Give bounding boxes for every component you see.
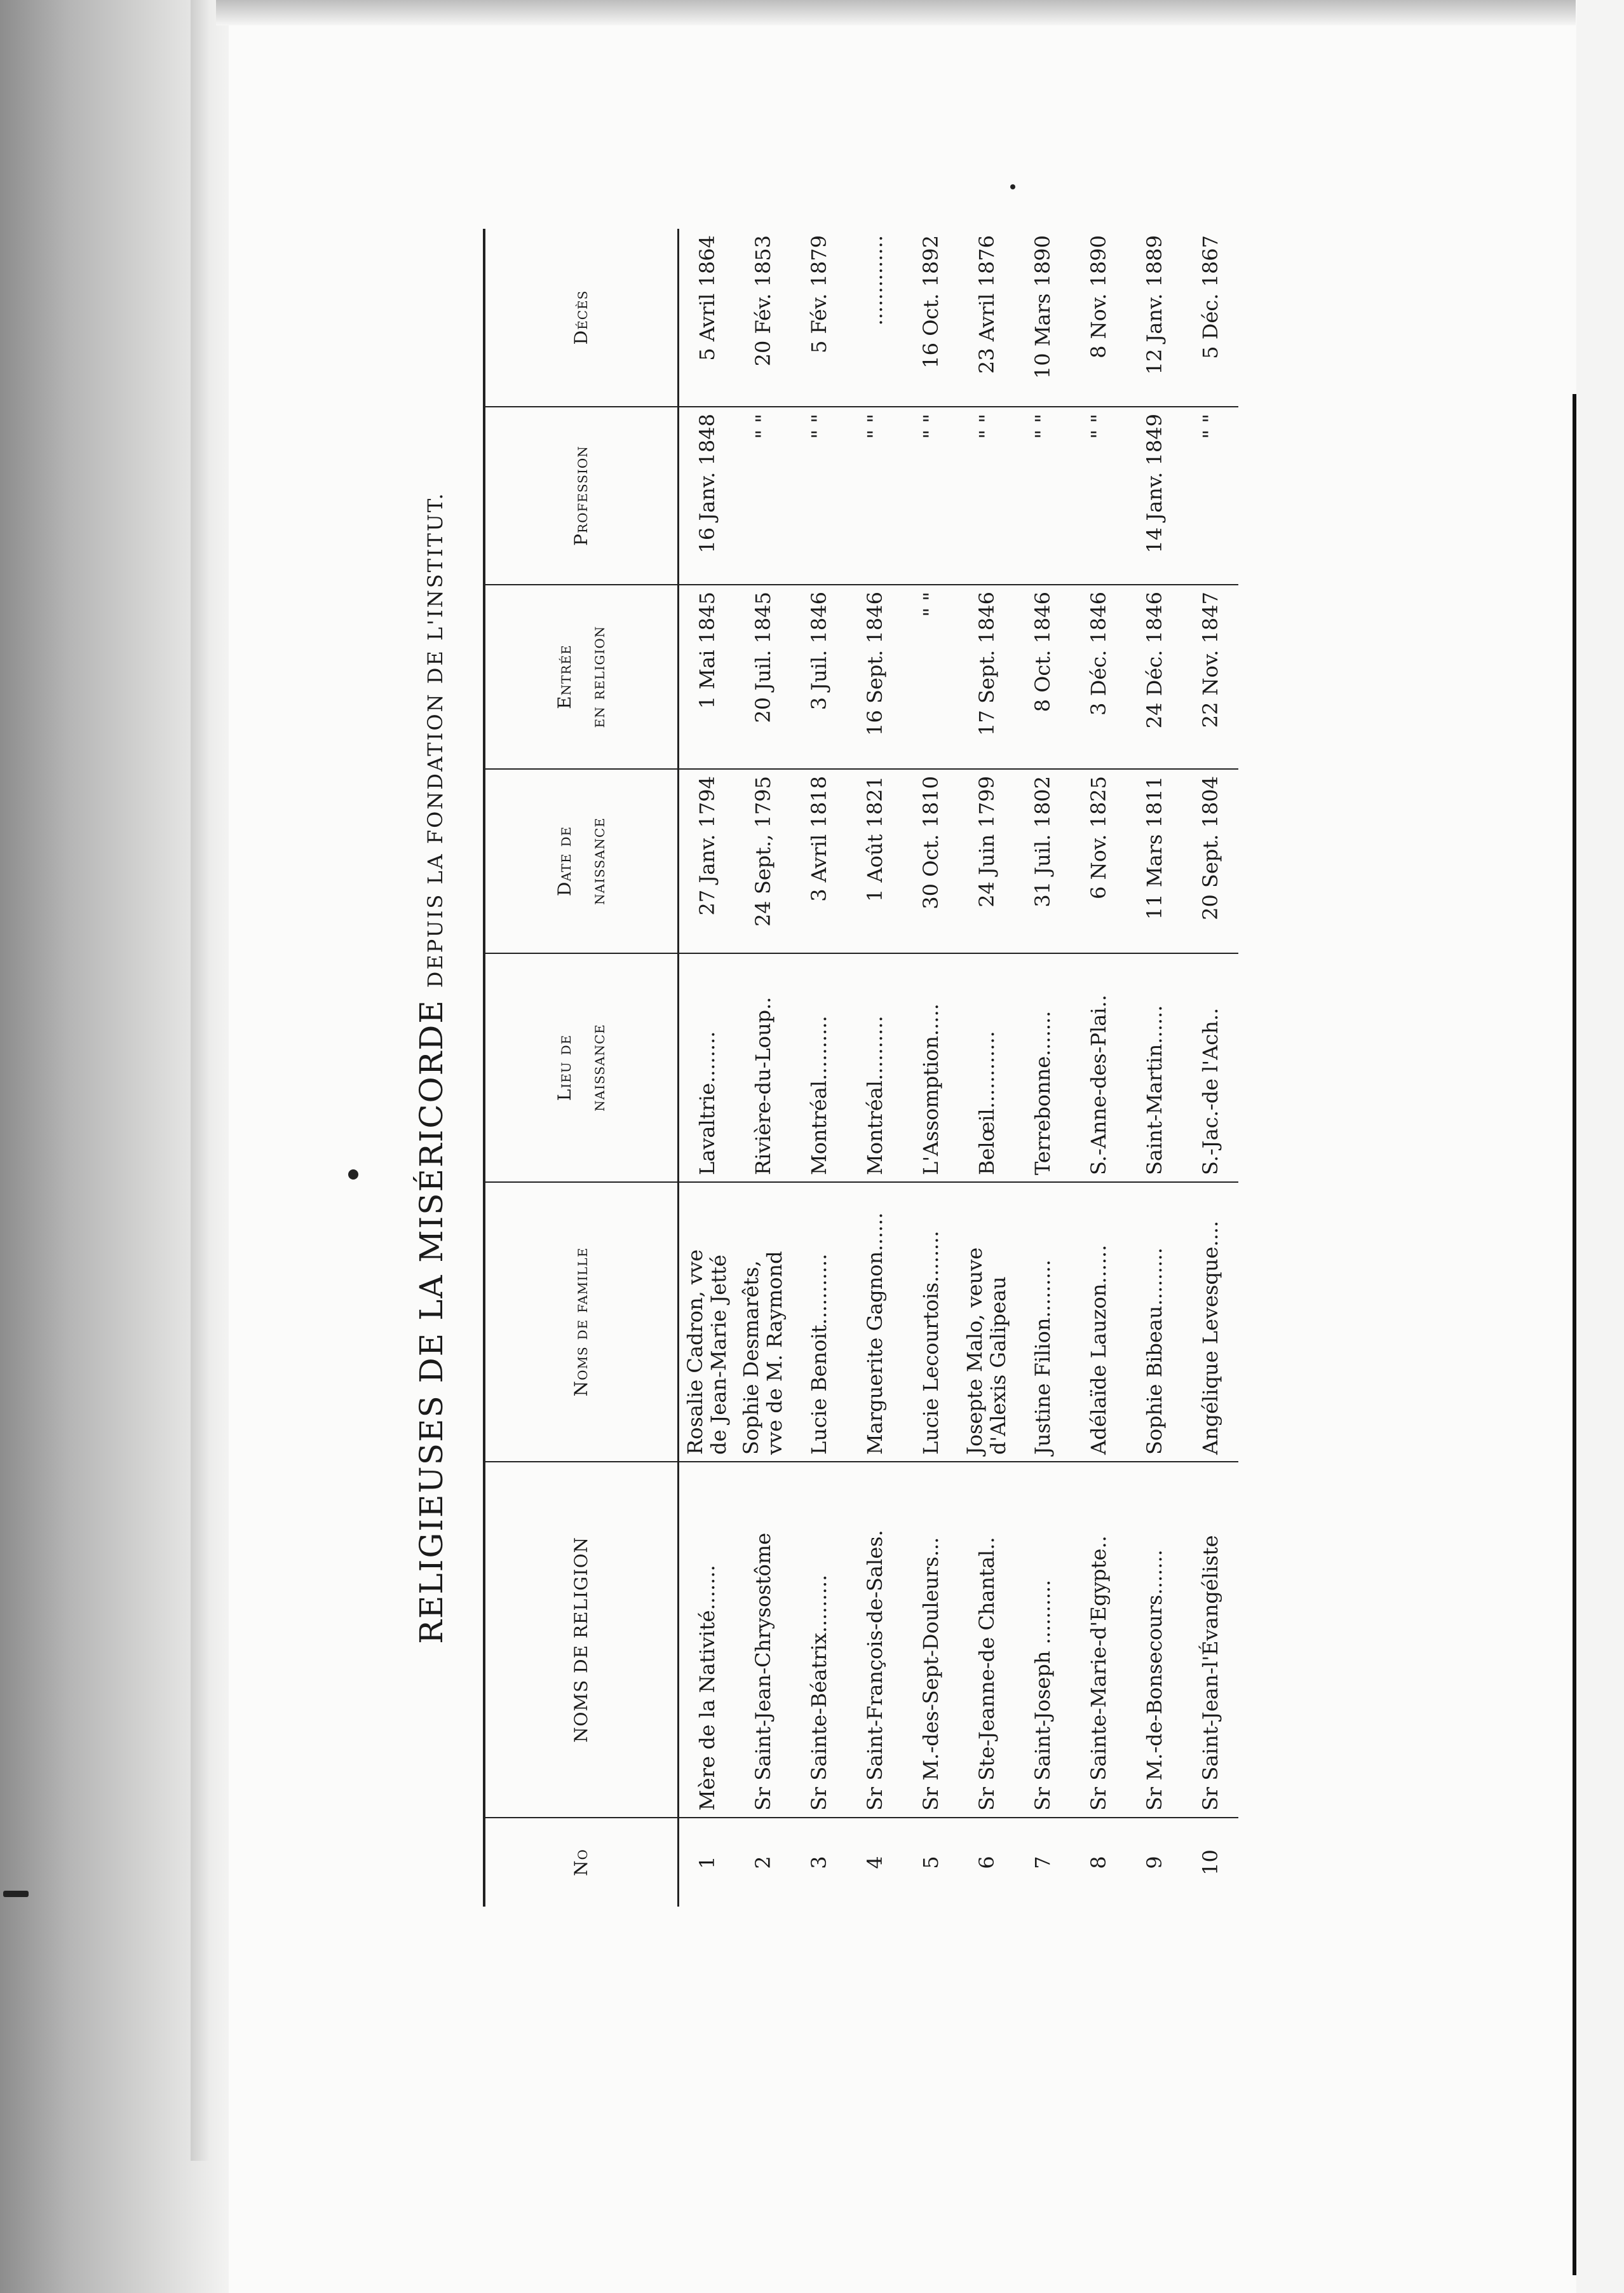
cell-naissance: 24 Juin 1799 — [959, 769, 1015, 953]
table-row — [679, 229, 736, 1907]
cell-deces: .............. — [847, 229, 903, 407]
cell-famille-line2: d'Alexis Galipeau — [986, 1276, 1010, 1455]
facing-page-strip — [1576, 0, 1624, 2293]
cell-lieu: L'Assomption..... — [903, 953, 959, 1182]
header-entree — [484, 585, 679, 769]
header-profession: Profession — [484, 407, 679, 585]
cell-entree: 8 Oct. 1846 — [1015, 585, 1071, 769]
table-row — [791, 229, 847, 1907]
cell-profession: " " — [791, 407, 847, 585]
cell-lieu: Lavaltrie........ — [679, 953, 736, 1182]
cell-naissance: 20 Sept. 1804 — [1182, 769, 1238, 953]
cell-entree: 20 Juil. 1845 — [735, 585, 791, 769]
title-subtitle: DEPUIS LA FONDATION DE L'INSTITUT. — [423, 491, 447, 988]
ink-speck — [1010, 184, 1015, 189]
rotated-table-page — [407, 229, 1423, 1907]
header-lieu — [484, 953, 679, 1182]
table-row — [1015, 229, 1071, 1907]
cell-profession: 14 Janv. 1849 — [1127, 407, 1182, 585]
cell-famille-line1: Rosalie Cadron, vve — [683, 1249, 708, 1455]
cell-deces: 12 Janv. 1889 — [1127, 229, 1182, 407]
header-naissance — [484, 769, 679, 953]
cell-lieu: Saint-Martin...... — [1127, 953, 1182, 1182]
cell-famille — [959, 1182, 1015, 1462]
cell-no: 9 — [1142, 1856, 1167, 1869]
cell-famille: Justine Filion......... — [1015, 1182, 1071, 1462]
cell-naissance: 27 Janv. 1794 — [679, 769, 736, 953]
cell-famille: Lucie Lecourtois........ — [903, 1182, 959, 1462]
table-row — [1127, 229, 1182, 1907]
cell-lieu: S.-Jac.-de l'Ach.. — [1182, 953, 1238, 1182]
cell-profession: 16 Janv. 1848 — [679, 407, 736, 585]
cell-profession: " " — [1182, 407, 1238, 585]
cell-religion: Sr M.-des-Sept-Douleurs... — [903, 1462, 959, 1818]
cell-no: 8 — [1086, 1856, 1111, 1869]
header-entree-line2: en religion — [588, 625, 609, 728]
cell-profession: " " — [959, 407, 1015, 585]
cell-famille-line1: Sophie Desmarêts, — [739, 1260, 764, 1455]
page-right-edge — [1573, 394, 1576, 2275]
cell-deces: 10 Mars 1890 — [1015, 229, 1071, 407]
cell-religion: Sr M.-de-Bonsecours....... — [1127, 1462, 1182, 1818]
cell-lieu: Montréal.......... — [847, 953, 903, 1182]
cell-no: 2 — [751, 1856, 775, 1869]
cell-religion: Sr Ste-Jeanne-de Chantal.. — [959, 1462, 1015, 1818]
cell-religion: Sr Sainte-Béatrix......... — [791, 1462, 847, 1818]
cell-no: 6 — [975, 1856, 999, 1869]
cell-no: 5 — [919, 1856, 943, 1869]
cell-deces: 16 Oct. 1892 — [903, 229, 959, 407]
header-lieu-line2: naissance — [588, 1024, 609, 1112]
cell-naissance: 1 Août 1821 — [847, 769, 903, 953]
header-no: No — [484, 1818, 679, 1907]
cell-religion: Sr Saint-Jean-Chrysostôme — [735, 1462, 791, 1818]
cell-naissance: 31 Juil. 1802 — [1015, 769, 1071, 953]
cell-no: 4 — [863, 1856, 887, 1869]
cell-deces: 5 Avril 1864 — [679, 229, 736, 407]
cell-lieu: Rivière-du-Loup.. — [735, 953, 791, 1182]
ink-speck — [3, 1891, 29, 1897]
cell-religion: Sr Saint-Jean-l'Évangéliste — [1182, 1462, 1238, 1818]
cell-famille-line2: de Jean-Marie Jetté — [707, 1255, 731, 1455]
cell-naissance: 24 Sept., 1795 — [735, 769, 791, 953]
cell-famille: Lucie Benoit........... — [791, 1182, 847, 1462]
cell-entree: 17 Sept. 1846 — [959, 585, 1015, 769]
title-main: RELIGIEUSES DE LA MISÉRICORDE — [413, 999, 450, 1644]
cell-entree: 16 Sept. 1846 — [847, 585, 903, 769]
cell-deces: 5 Déc. 1867 — [1182, 229, 1238, 407]
cell-famille — [679, 1182, 736, 1462]
header-deces: Décès — [484, 229, 679, 407]
cell-famille: Marguerite Gagnon...... — [847, 1182, 903, 1462]
table-row — [1071, 229, 1127, 1907]
cell-entree: 24 Déc. 1846 — [1127, 585, 1182, 769]
cell-profession: " " — [1015, 407, 1071, 585]
header-religion: NOMS DE RELIGION — [484, 1462, 679, 1818]
table-row — [847, 229, 903, 1907]
cell-naissance: 6 Nov. 1825 — [1071, 769, 1127, 953]
cell-entree: " " — [903, 585, 959, 769]
cell-religion: Mère de la Nativité....... — [679, 1462, 736, 1818]
cell-deces: 5 Fév. 1879 — [791, 229, 847, 407]
cell-famille: Sophie Bibeau......... — [1127, 1182, 1182, 1462]
ink-speck — [348, 1169, 358, 1180]
page-title — [413, 229, 450, 1907]
cell-profession: " " — [903, 407, 959, 585]
table-row — [959, 229, 1015, 1907]
header-entree-line1: Entrée — [553, 644, 575, 709]
header-naissance-line1: Date de — [553, 826, 575, 897]
header-row — [484, 229, 679, 1907]
cell-entree: 22 Nov. 1847 — [1182, 585, 1238, 769]
header-famille: Noms de famille — [484, 1182, 679, 1462]
cell-naissance: 3 Avril 1818 — [791, 769, 847, 953]
cell-religion: Sr Saint-François-de-Sales. — [847, 1462, 903, 1818]
cell-no: 10 — [1198, 1849, 1222, 1875]
cell-entree: 1 Mai 1845 — [679, 585, 736, 769]
cell-lieu: Terrebonne....... — [1015, 953, 1071, 1182]
header-naissance-line2: naissance — [588, 817, 609, 905]
cell-no: 3 — [807, 1856, 831, 1869]
cell-lieu: Montréal.......... — [791, 953, 847, 1182]
cell-naissance: 30 Oct. 1810 — [903, 769, 959, 953]
cell-profession: " " — [735, 407, 791, 585]
cell-no: 7 — [1031, 1856, 1055, 1869]
table-row — [1182, 229, 1238, 1907]
cell-lieu: S.-Anne-des-Plai.. — [1071, 953, 1127, 1182]
table-row — [735, 229, 791, 1907]
cell-lieu: Belœil............ — [959, 953, 1015, 1182]
cell-deces: 8 Nov. 1890 — [1071, 229, 1127, 407]
binding-shadow — [191, 0, 210, 2161]
page-top-edge — [216, 0, 1576, 25]
cell-profession: " " — [847, 407, 903, 585]
table-row — [903, 229, 959, 1907]
cell-deces: 23 Avril 1876 — [959, 229, 1015, 407]
cell-religion: Sr Sainte-Marie-d'Egypte.. — [1071, 1462, 1127, 1818]
cell-famille: Adélaïde Lauzon...... — [1071, 1182, 1127, 1462]
cell-famille — [735, 1182, 791, 1462]
cell-famille: Angélique Levesque.... — [1182, 1182, 1238, 1462]
cell-no: 1 — [695, 1856, 719, 1869]
cell-entree: 3 Déc. 1846 — [1071, 585, 1127, 769]
cell-entree: 3 Juil. 1846 — [791, 585, 847, 769]
cell-deces: 20 Fév. 1853 — [735, 229, 791, 407]
header-lieu-line1: Lieu de — [553, 1034, 575, 1101]
register-table — [483, 229, 1238, 1907]
cell-naissance: 11 Mars 1811 — [1127, 769, 1182, 953]
cell-profession: " " — [1071, 407, 1127, 585]
cell-famille-line1: Josepte Malo, veuve — [963, 1247, 987, 1455]
cell-religion: Sr Saint-Joseph .......... — [1015, 1462, 1071, 1818]
cell-famille-line2: vve de M. Raymond — [762, 1251, 787, 1455]
